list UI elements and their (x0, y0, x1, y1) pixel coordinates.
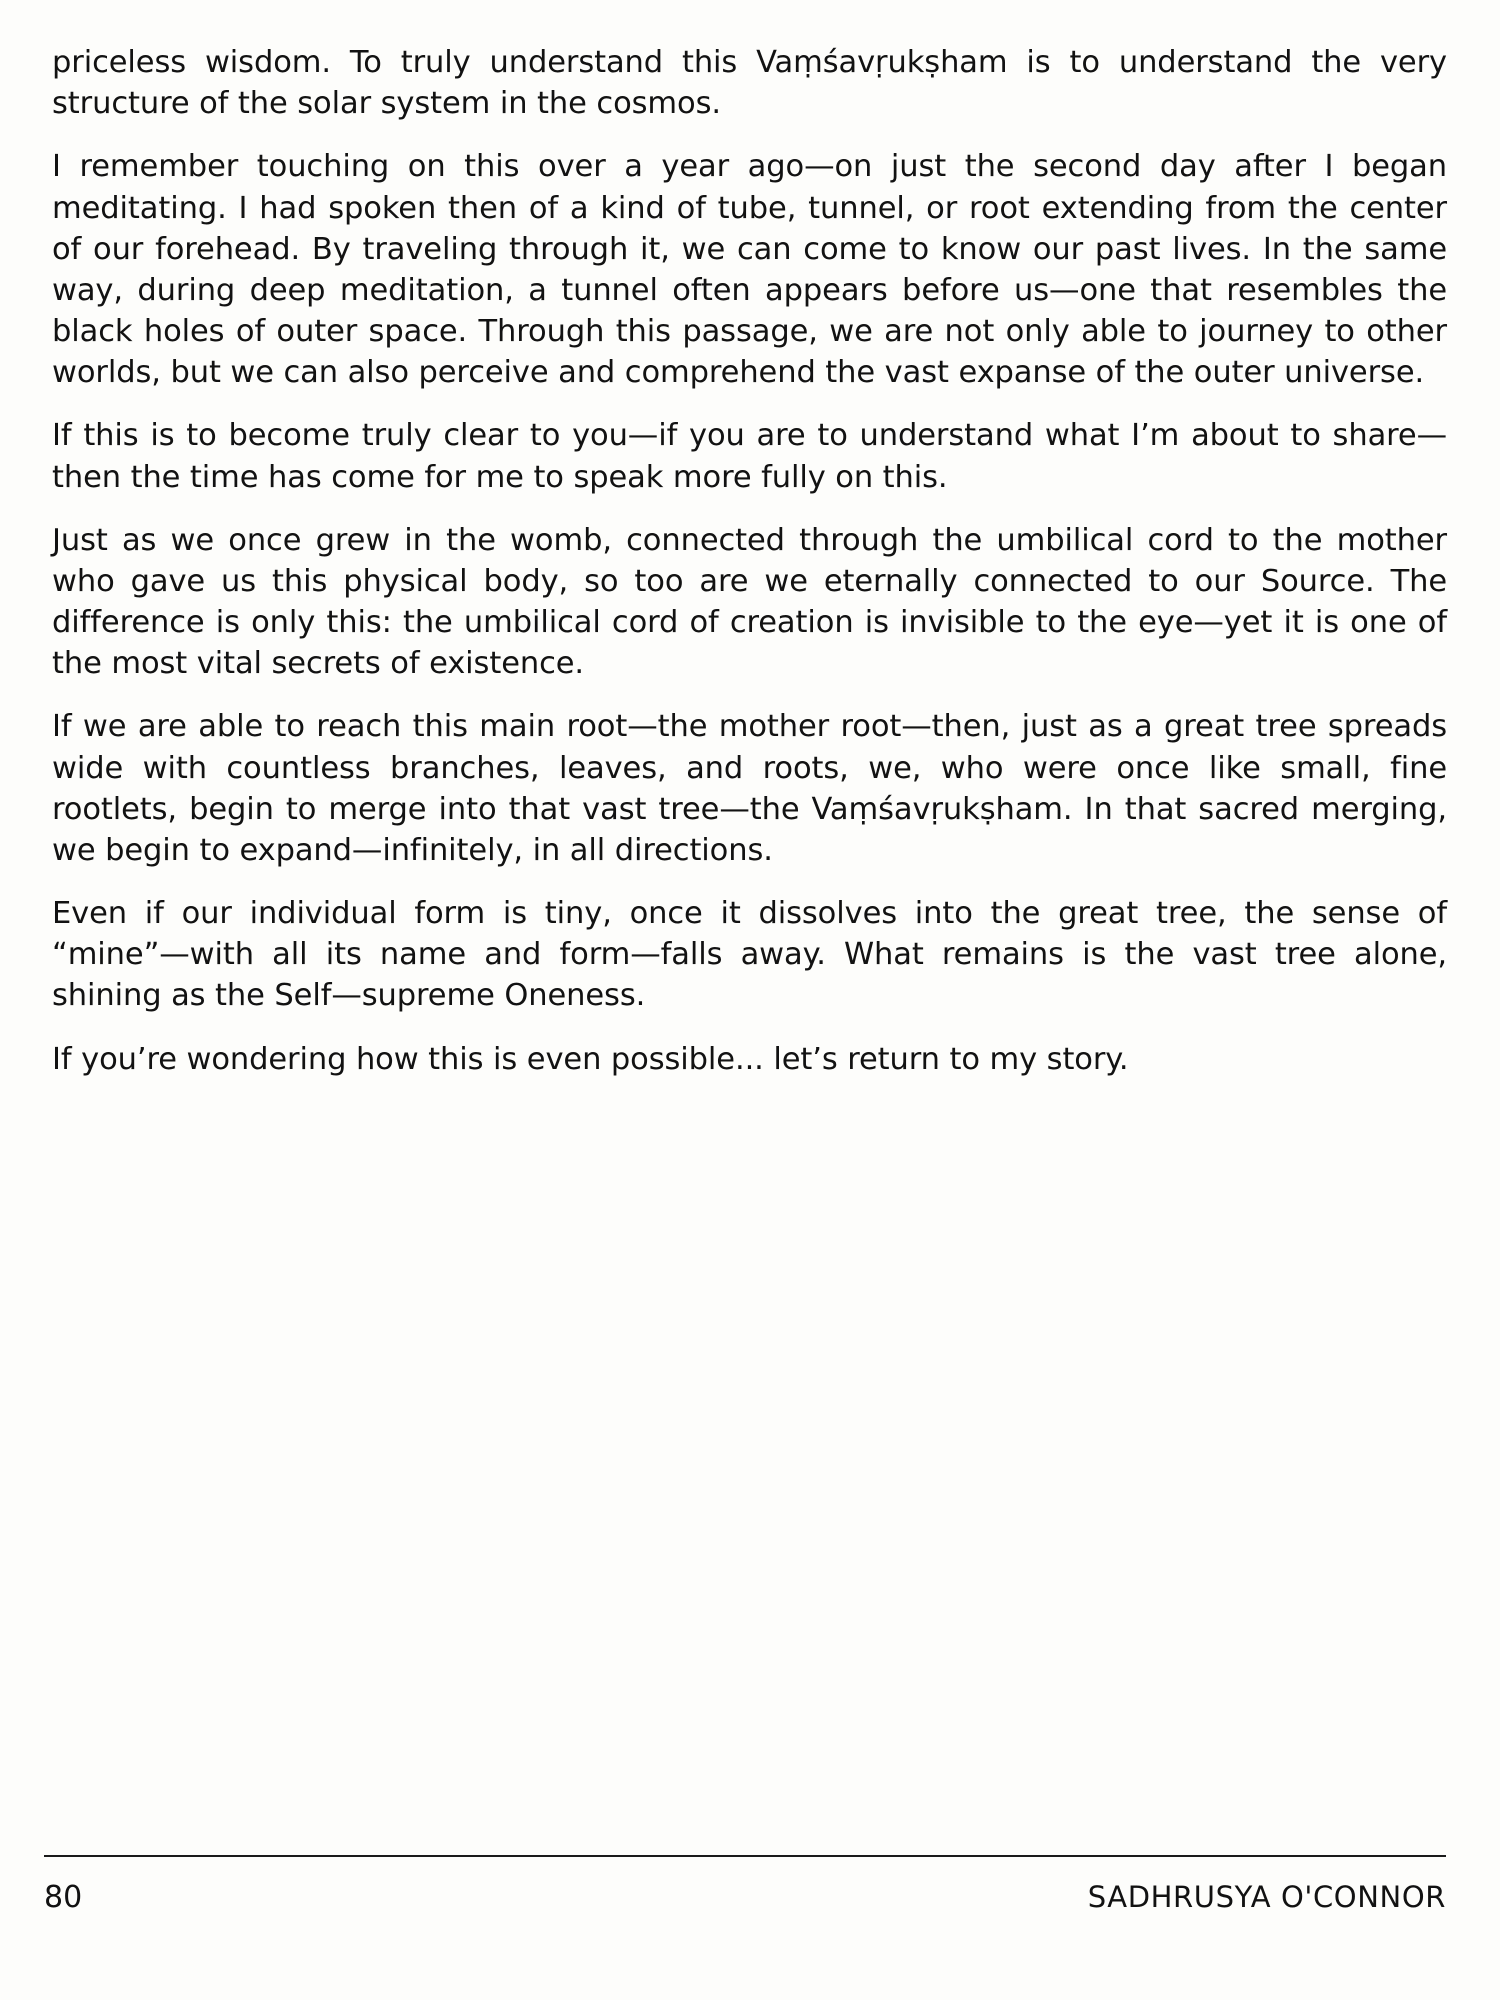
paragraph: Just as we once grew in the womb, connected through the umbilical cord to the mother who gave us this physical body, so too are we eternally connected to our Source. The difference is only this: the umbilical cord of creation is invisible to the eye—yet it is one of the most vital secrets of existence. (52, 522, 1447, 682)
page-number: 80 (44, 1880, 83, 1915)
page-body-text (52, 42, 1447, 1080)
paragraph: Even if our individual form is tiny, once it dissolves into the great tree, the sense of “mine”—with all its name and form—falls away. What remains is the vast tree alone, shining as the Self—supreme Oneness. (52, 896, 1447, 1014)
paragraph: I remember touching on this over a year ago—on just the second day after I began meditating. I had spoken then of a kind of tube, tunnel, or root extending from the center of our forehead. By traveling through it, we can come to know our past lives. In the same way, during deep meditation, a tunnel often appears before us—one that resembles the black holes of outer space. Through this passage, we are not only able to journey to other worlds, but we can also perceive and comprehend the vast expanse of the outer universe. (52, 149, 1447, 391)
running-head-author: SADHRUSYA O'CONNOR (1087, 1880, 1446, 1914)
paragraph: priceless wisdom. To truly understand this Vaṃśavṛukṣham is to understand the very structure of the solar system in the cosmos. (52, 45, 1447, 122)
page-footer (44, 1880, 1446, 1915)
paragraph: If you’re wondering how this is even possible... let’s return to my story. (52, 1041, 1129, 1077)
paragraph: If this is to become truly clear to you—if you are to understand what I’m about to share—then the time has come for me to speak more fully on this. (52, 418, 1447, 495)
paragraph: If we are able to reach this main root—the mother root—then, just as a great tree spreads wide with countless branches, leaves, and roots, we, who were once like small, fine rootlets, begin to merge into that vast tree—the Vaṃśavṛukṣham. In that sacred merging, we begin to expand—infinitely, in all directions. (52, 709, 1447, 868)
footer-divider (44, 1855, 1446, 1857)
